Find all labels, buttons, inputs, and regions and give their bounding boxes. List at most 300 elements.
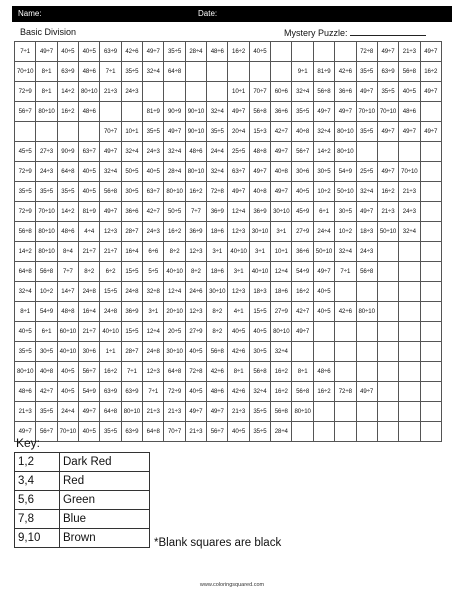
grid-cell[interactable]: [420, 402, 441, 422]
grid-cell[interactable]: 50÷10: [313, 242, 334, 262]
grid-cell[interactable]: 15÷3: [249, 122, 270, 142]
grid-cell[interactable]: [356, 402, 377, 422]
grid-cell[interactable]: 48÷8: [249, 142, 270, 162]
grid-cell[interactable]: 90÷9: [164, 102, 185, 122]
grid-cell[interactable]: [420, 262, 441, 282]
grid-cell[interactable]: [420, 142, 441, 162]
grid-cell[interactable]: 20÷5: [164, 322, 185, 342]
grid-cell[interactable]: 27÷9: [271, 302, 292, 322]
grid-cell[interactable]: 40÷5: [228, 422, 249, 442]
grid-cell[interactable]: [399, 402, 420, 422]
grid-cell[interactable]: [292, 42, 313, 62]
grid-cell[interactable]: 80÷10: [292, 402, 313, 422]
grid-cell[interactable]: [377, 142, 398, 162]
grid-cell[interactable]: [36, 122, 57, 142]
grid-cell[interactable]: 32÷4: [249, 382, 270, 402]
grid-cell[interactable]: 3÷1: [143, 302, 164, 322]
grid-cell[interactable]: [356, 322, 377, 342]
grid-cell[interactable]: 12÷4: [164, 282, 185, 302]
grid-cell[interactable]: 12÷3: [143, 362, 164, 382]
grid-cell[interactable]: 35÷5: [377, 82, 398, 102]
grid-cell[interactable]: [79, 122, 100, 142]
grid-cell[interactable]: 63÷9: [121, 382, 142, 402]
grid-cell[interactable]: 40÷5: [292, 182, 313, 202]
grid-cell[interactable]: [292, 422, 313, 442]
grid-cell[interactable]: 28÷7: [121, 222, 142, 242]
grid-cell[interactable]: [356, 342, 377, 362]
grid-cell[interactable]: 40÷5: [313, 282, 334, 302]
grid-cell[interactable]: [377, 302, 398, 322]
grid-cell[interactable]: 35÷5: [100, 422, 121, 442]
grid-cell[interactable]: 8÷2: [207, 322, 228, 342]
grid-cell[interactable]: 35÷5: [143, 122, 164, 142]
grid-cell[interactable]: [356, 422, 377, 442]
grid-cell[interactable]: 40÷10: [228, 242, 249, 262]
grid-cell[interactable]: 9÷1: [292, 62, 313, 82]
grid-cell[interactable]: [420, 342, 441, 362]
grid-cell[interactable]: 40÷10: [164, 262, 185, 282]
grid-cell[interactable]: 7÷1: [15, 42, 36, 62]
grid-cell[interactable]: 35÷5: [121, 62, 142, 82]
grid-cell[interactable]: 80÷10: [335, 142, 356, 162]
grid-cell[interactable]: 63÷9: [100, 382, 121, 402]
grid-cell[interactable]: 56÷8: [313, 82, 334, 102]
grid-cell[interactable]: 32÷4: [207, 102, 228, 122]
grid-cell[interactable]: 12÷3: [100, 222, 121, 242]
grid-cell[interactable]: [335, 322, 356, 342]
grid-cell[interactable]: 48÷6: [79, 62, 100, 82]
grid-cell[interactable]: 49÷7: [36, 42, 57, 62]
grid-cell[interactable]: [399, 282, 420, 302]
grid-cell[interactable]: [164, 82, 185, 102]
grid-cell[interactable]: 6÷1: [36, 322, 57, 342]
grid-cell[interactable]: 80÷10: [121, 402, 142, 422]
grid-cell[interactable]: 48÷6: [15, 382, 36, 402]
grid-cell[interactable]: 40÷5: [249, 42, 270, 62]
grid-cell[interactable]: 15÷5: [249, 302, 270, 322]
grid-cell[interactable]: 21÷3: [399, 42, 420, 62]
grid-cell[interactable]: 56÷8: [292, 382, 313, 402]
grid-cell[interactable]: 35÷5: [15, 342, 36, 362]
grid-cell[interactable]: 16÷2: [313, 382, 334, 402]
grid-cell[interactable]: 30÷5: [249, 342, 270, 362]
grid-cell[interactable]: 28÷4: [185, 42, 206, 62]
grid-cell[interactable]: 32÷8: [143, 282, 164, 302]
grid-cell[interactable]: 14÷2: [15, 242, 36, 262]
grid-cell[interactable]: [420, 222, 441, 242]
grid-cell[interactable]: 8÷1: [36, 62, 57, 82]
grid-cell[interactable]: 30÷6: [292, 162, 313, 182]
grid-cell[interactable]: 21÷3: [377, 202, 398, 222]
grid-cell[interactable]: 40÷8: [249, 182, 270, 202]
grid-cell[interactable]: 30÷5: [335, 202, 356, 222]
grid-cell[interactable]: [313, 322, 334, 342]
grid-cell[interactable]: 49÷7: [100, 202, 121, 222]
grid-cell[interactable]: 42÷7: [271, 122, 292, 142]
grid-cell[interactable]: [377, 282, 398, 302]
grid-cell[interactable]: 12÷3: [228, 222, 249, 242]
grid-cell[interactable]: 16÷4: [79, 302, 100, 322]
grid-cell[interactable]: 16÷2: [271, 362, 292, 382]
grid-cell[interactable]: 72÷8: [185, 362, 206, 382]
grid-cell[interactable]: 40÷5: [79, 42, 100, 62]
grid-cell[interactable]: 24÷8: [121, 282, 142, 302]
grid-cell[interactable]: [420, 162, 441, 182]
grid-cell[interactable]: 12÷4: [271, 262, 292, 282]
grid-cell[interactable]: 1÷1: [100, 342, 121, 362]
grid-cell[interactable]: 32÷4: [121, 142, 142, 162]
grid-cell[interactable]: 36÷9: [207, 202, 228, 222]
grid-cell[interactable]: 36÷9: [185, 222, 206, 242]
grid-cell[interactable]: [399, 382, 420, 402]
grid-cell[interactable]: [399, 302, 420, 322]
grid-cell[interactable]: 56÷8: [249, 102, 270, 122]
grid-cell[interactable]: 20÷10: [164, 302, 185, 322]
grid-cell[interactable]: 40÷5: [185, 382, 206, 402]
grid-cell[interactable]: 56÷7: [292, 142, 313, 162]
grid-cell[interactable]: 10÷1: [228, 82, 249, 102]
grid-cell[interactable]: [121, 102, 142, 122]
grid-cell[interactable]: 49÷7: [335, 102, 356, 122]
grid-cell[interactable]: [271, 42, 292, 62]
grid-cell[interactable]: 90÷10: [185, 102, 206, 122]
grid-cell[interactable]: 56÷7: [36, 422, 57, 442]
grid-cell[interactable]: 80÷10: [15, 362, 36, 382]
grid-cell[interactable]: 6÷2: [100, 262, 121, 282]
grid-cell[interactable]: 21÷3: [399, 182, 420, 202]
grid-cell[interactable]: 3÷1: [271, 222, 292, 242]
grid-cell[interactable]: 36÷6: [335, 82, 356, 102]
grid-cell[interactable]: 40÷10: [57, 342, 78, 362]
grid-cell[interactable]: 36÷6: [121, 202, 142, 222]
grid-cell[interactable]: [377, 322, 398, 342]
grid-cell[interactable]: [335, 362, 356, 382]
grid-cell[interactable]: 49÷7: [420, 82, 441, 102]
grid-cell[interactable]: [420, 282, 441, 302]
grid-cell[interactable]: 16÷2: [57, 102, 78, 122]
grid-cell[interactable]: 80÷10: [164, 182, 185, 202]
grid-cell[interactable]: 32÷4: [335, 242, 356, 262]
grid-cell[interactable]: [100, 102, 121, 122]
grid-cell[interactable]: 6÷6: [143, 242, 164, 262]
grid-cell[interactable]: 80÷10: [356, 302, 377, 322]
grid-cell[interactable]: 49÷7: [15, 422, 36, 442]
grid-cell[interactable]: 48÷6: [207, 42, 228, 62]
grid-cell[interactable]: 35÷5: [15, 182, 36, 202]
grid-cell[interactable]: [420, 242, 441, 262]
grid-cell[interactable]: 8÷4: [57, 242, 78, 262]
grid-cell[interactable]: 16÷2: [228, 42, 249, 62]
grid-cell[interactable]: 70÷10: [36, 202, 57, 222]
grid-cell[interactable]: 35÷5: [292, 102, 313, 122]
grid-cell[interactable]: 16÷2: [271, 382, 292, 402]
grid-cell[interactable]: 25÷5: [356, 162, 377, 182]
grid-cell[interactable]: 80÷10: [335, 122, 356, 142]
grid-cell[interactable]: [377, 262, 398, 282]
grid-cell[interactable]: 28÷4: [164, 162, 185, 182]
grid-cell[interactable]: 63÷7: [143, 182, 164, 202]
grid-cell[interactable]: 16÷4: [121, 242, 142, 262]
grid-cell[interactable]: 70÷7: [164, 422, 185, 442]
grid-cell[interactable]: 70÷7: [249, 82, 270, 102]
grid-cell[interactable]: [377, 242, 398, 262]
grid-cell[interactable]: 14÷7: [57, 282, 78, 302]
grid-cell[interactable]: [356, 362, 377, 382]
grid-cell[interactable]: 49÷7: [79, 402, 100, 422]
grid-cell[interactable]: [185, 62, 206, 82]
grid-cell[interactable]: 32÷4: [271, 342, 292, 362]
grid-cell[interactable]: 63÷9: [57, 62, 78, 82]
grid-cell[interactable]: 40÷8: [271, 162, 292, 182]
grid-cell[interactable]: 56÷8: [399, 62, 420, 82]
grid-cell[interactable]: 21÷3: [15, 402, 36, 422]
grid-cell[interactable]: 12÷3: [185, 302, 206, 322]
grid-cell[interactable]: 49÷7: [185, 402, 206, 422]
grid-cell[interactable]: [335, 342, 356, 362]
grid-cell[interactable]: 30÷5: [36, 342, 57, 362]
grid-cell[interactable]: 49÷7: [249, 162, 270, 182]
grid-cell[interactable]: 24÷4: [207, 142, 228, 162]
grid-cell[interactable]: 49÷7: [420, 122, 441, 142]
grid-cell[interactable]: 49÷7: [313, 262, 334, 282]
grid-cell[interactable]: 72÷8: [356, 42, 377, 62]
grid-cell[interactable]: 5÷5: [143, 262, 164, 282]
grid-cell[interactable]: 12÷4: [228, 202, 249, 222]
grid-cell[interactable]: 50÷10: [335, 182, 356, 202]
grid-cell[interactable]: 24÷3: [143, 142, 164, 162]
grid-cell[interactable]: 16÷2: [292, 282, 313, 302]
grid-cell[interactable]: 49÷7: [271, 142, 292, 162]
grid-cell[interactable]: 49÷7: [164, 122, 185, 142]
grid-cell[interactable]: 28÷4: [271, 422, 292, 442]
grid-cell[interactable]: 49÷7: [143, 42, 164, 62]
grid-cell[interactable]: 24÷4: [313, 222, 334, 242]
grid-cell[interactable]: 24÷6: [185, 282, 206, 302]
grid-cell[interactable]: 16÷2: [164, 222, 185, 242]
grid-cell[interactable]: 72÷8: [335, 382, 356, 402]
grid-cell[interactable]: 16÷2: [185, 182, 206, 202]
grid-cell[interactable]: 35÷5: [207, 122, 228, 142]
grid-cell[interactable]: 80÷10: [36, 102, 57, 122]
grid-cell[interactable]: 40÷8: [292, 122, 313, 142]
grid-cell[interactable]: 80÷10: [36, 242, 57, 262]
grid-cell[interactable]: 35÷5: [36, 182, 57, 202]
grid-cell[interactable]: [420, 382, 441, 402]
grid-cell[interactable]: 24÷8: [143, 342, 164, 362]
grid-cell[interactable]: 8÷1: [228, 362, 249, 382]
grid-cell[interactable]: 56÷8: [271, 402, 292, 422]
grid-cell[interactable]: 49÷7: [228, 182, 249, 202]
grid-cell[interactable]: 64÷8: [15, 262, 36, 282]
grid-cell[interactable]: [420, 322, 441, 342]
grid-cell[interactable]: [249, 62, 270, 82]
grid-cell[interactable]: 42÷7: [292, 302, 313, 322]
grid-cell[interactable]: 32÷4: [313, 122, 334, 142]
grid-cell[interactable]: 24÷8: [79, 282, 100, 302]
grid-cell[interactable]: 40÷5: [79, 422, 100, 442]
grid-cell[interactable]: 14÷2: [313, 142, 334, 162]
grid-cell[interactable]: 72÷9: [15, 82, 36, 102]
grid-cell[interactable]: [271, 62, 292, 82]
grid-cell[interactable]: [335, 422, 356, 442]
grid-cell[interactable]: 7÷1: [100, 62, 121, 82]
grid-cell[interactable]: 32÷4: [15, 282, 36, 302]
grid-cell[interactable]: 40÷10: [100, 322, 121, 342]
grid-cell[interactable]: 70÷10: [57, 422, 78, 442]
grid-cell[interactable]: 4÷4: [79, 222, 100, 242]
grid-cell[interactable]: 81÷9: [79, 202, 100, 222]
grid-cell[interactable]: 40÷8: [36, 362, 57, 382]
grid-cell[interactable]: 81÷9: [143, 102, 164, 122]
grid-cell[interactable]: 18÷3: [356, 222, 377, 242]
grid-cell[interactable]: 49÷7: [356, 202, 377, 222]
grid-cell[interactable]: 8÷2: [164, 242, 185, 262]
grid-cell[interactable]: 32÷4: [100, 162, 121, 182]
grid-cell[interactable]: 7÷7: [185, 202, 206, 222]
grid-cell[interactable]: [420, 362, 441, 382]
grid-cell[interactable]: 80÷10: [185, 162, 206, 182]
grid-cell[interactable]: 48÷6: [207, 382, 228, 402]
grid-cell[interactable]: 18÷6: [207, 222, 228, 242]
grid-cell[interactable]: 40÷5: [79, 162, 100, 182]
grid-cell[interactable]: 32÷4: [356, 182, 377, 202]
grid-cell[interactable]: 40÷5: [249, 322, 270, 342]
grid-cell[interactable]: 30÷10: [164, 342, 185, 362]
grid-cell[interactable]: [377, 422, 398, 442]
grid-cell[interactable]: 30÷10: [249, 222, 270, 242]
grid-cell[interactable]: 15÷5: [100, 282, 121, 302]
grid-cell[interactable]: 49÷7: [356, 82, 377, 102]
grid-cell[interactable]: 32÷4: [164, 142, 185, 162]
grid-cell[interactable]: 10÷2: [36, 282, 57, 302]
grid-cell[interactable]: 10÷1: [121, 122, 142, 142]
grid-cell[interactable]: 64÷8: [100, 402, 121, 422]
grid-cell[interactable]: 3÷1: [249, 242, 270, 262]
grid-cell[interactable]: 54÷9: [335, 162, 356, 182]
grid-cell[interactable]: 27÷9: [185, 322, 206, 342]
grid-cell[interactable]: 80÷10: [36, 222, 57, 242]
grid-cell[interactable]: 12÷3: [185, 242, 206, 262]
grid-cell[interactable]: 7÷7: [57, 262, 78, 282]
grid-cell[interactable]: 28÷7: [121, 342, 142, 362]
grid-cell[interactable]: [292, 342, 313, 362]
grid-cell[interactable]: 70÷10: [377, 102, 398, 122]
grid-cell[interactable]: 48÷6: [313, 362, 334, 382]
grid-cell[interactable]: 24÷3: [399, 202, 420, 222]
grid-cell[interactable]: [207, 62, 228, 82]
grid-cell[interactable]: 54÷9: [292, 262, 313, 282]
grid-cell[interactable]: 42÷6: [228, 342, 249, 362]
grid-cell[interactable]: [399, 142, 420, 162]
grid-cell[interactable]: 14÷2: [57, 82, 78, 102]
grid-cell[interactable]: 10÷2: [335, 222, 356, 242]
grid-cell[interactable]: 21÷3: [143, 402, 164, 422]
grid-cell[interactable]: 49÷7: [377, 122, 398, 142]
grid-cell[interactable]: 35÷5: [36, 402, 57, 422]
grid-cell[interactable]: [399, 362, 420, 382]
grid-cell[interactable]: [420, 202, 441, 222]
grid-cell[interactable]: 24÷3: [36, 162, 57, 182]
grid-cell[interactable]: 63÷9: [377, 62, 398, 82]
grid-cell[interactable]: 64÷8: [143, 422, 164, 442]
grid-cell[interactable]: 64÷8: [164, 362, 185, 382]
grid-cell[interactable]: 24÷3: [143, 222, 164, 242]
grid-cell[interactable]: 48÷6: [399, 102, 420, 122]
grid-cell[interactable]: 32÷4: [399, 222, 420, 242]
grid-cell[interactable]: 40÷5: [57, 362, 78, 382]
grid-cell[interactable]: [420, 422, 441, 442]
grid-cell[interactable]: 54÷9: [79, 382, 100, 402]
grid-cell[interactable]: 36÷9: [121, 302, 142, 322]
grid-cell[interactable]: 63÷7: [79, 142, 100, 162]
grid-cell[interactable]: [356, 282, 377, 302]
grid-cell[interactable]: [356, 142, 377, 162]
grid-cell[interactable]: 42÷6: [228, 382, 249, 402]
grid-cell[interactable]: 42÷6: [207, 362, 228, 382]
grid-cell[interactable]: 21÷7: [79, 242, 100, 262]
grid-cell[interactable]: 14÷2: [57, 202, 78, 222]
grid-cell[interactable]: 30÷5: [313, 162, 334, 182]
grid-cell[interactable]: 56÷7: [207, 422, 228, 442]
grid-cell[interactable]: [420, 102, 441, 122]
grid-cell[interactable]: 25÷5: [228, 142, 249, 162]
grid-cell[interactable]: [420, 182, 441, 202]
grid-cell[interactable]: 36÷6: [271, 102, 292, 122]
grid-cell[interactable]: 40÷5: [57, 382, 78, 402]
grid-cell[interactable]: 40÷5: [185, 342, 206, 362]
grid-cell[interactable]: 56÷8: [15, 222, 36, 242]
grid-cell[interactable]: 40÷5: [313, 302, 334, 322]
grid-cell[interactable]: 8÷1: [15, 302, 36, 322]
grid-cell[interactable]: 40÷10: [249, 262, 270, 282]
grid-cell[interactable]: 4÷1: [228, 302, 249, 322]
grid-cell[interactable]: 35÷5: [249, 402, 270, 422]
grid-cell[interactable]: 49÷7: [100, 142, 121, 162]
grid-cell[interactable]: 80÷10: [79, 82, 100, 102]
grid-cell[interactable]: 72÷9: [15, 202, 36, 222]
grid-cell[interactable]: 16÷2: [377, 182, 398, 202]
grid-cell[interactable]: 64÷8: [164, 62, 185, 82]
grid-cell[interactable]: [335, 282, 356, 302]
grid-cell[interactable]: 42÷7: [36, 382, 57, 402]
grid-cell[interactable]: 16÷2: [100, 362, 121, 382]
grid-cell[interactable]: 15÷5: [121, 262, 142, 282]
grid-cell[interactable]: 8÷1: [36, 82, 57, 102]
grid-cell[interactable]: [399, 262, 420, 282]
grid-cell[interactable]: 56÷7: [79, 362, 100, 382]
grid-cell[interactable]: 48÷6: [185, 142, 206, 162]
grid-cell[interactable]: 32÷4: [207, 162, 228, 182]
grid-cell[interactable]: 21÷3: [185, 422, 206, 442]
grid-cell[interactable]: 56÷8: [36, 262, 57, 282]
grid-cell[interactable]: 49÷7: [313, 102, 334, 122]
grid-cell[interactable]: 8÷2: [207, 302, 228, 322]
grid-cell[interactable]: 72÷8: [207, 182, 228, 202]
grid-cell[interactable]: 32÷4: [292, 82, 313, 102]
grid-cell[interactable]: [399, 342, 420, 362]
grid-cell[interactable]: 8÷2: [79, 262, 100, 282]
grid-cell[interactable]: 40÷5: [15, 322, 36, 342]
grid-cell[interactable]: 10÷1: [271, 242, 292, 262]
grid-cell[interactable]: 30÷6: [79, 342, 100, 362]
grid-cell[interactable]: 42÷6: [335, 62, 356, 82]
grid-cell[interactable]: 21÷3: [100, 82, 121, 102]
grid-cell[interactable]: 3÷1: [228, 262, 249, 282]
grid-cell[interactable]: 40÷5: [57, 42, 78, 62]
grid-cell[interactable]: 56÷8: [100, 182, 121, 202]
grid-cell[interactable]: 40÷5: [399, 82, 420, 102]
grid-cell[interactable]: 80÷10: [271, 322, 292, 342]
